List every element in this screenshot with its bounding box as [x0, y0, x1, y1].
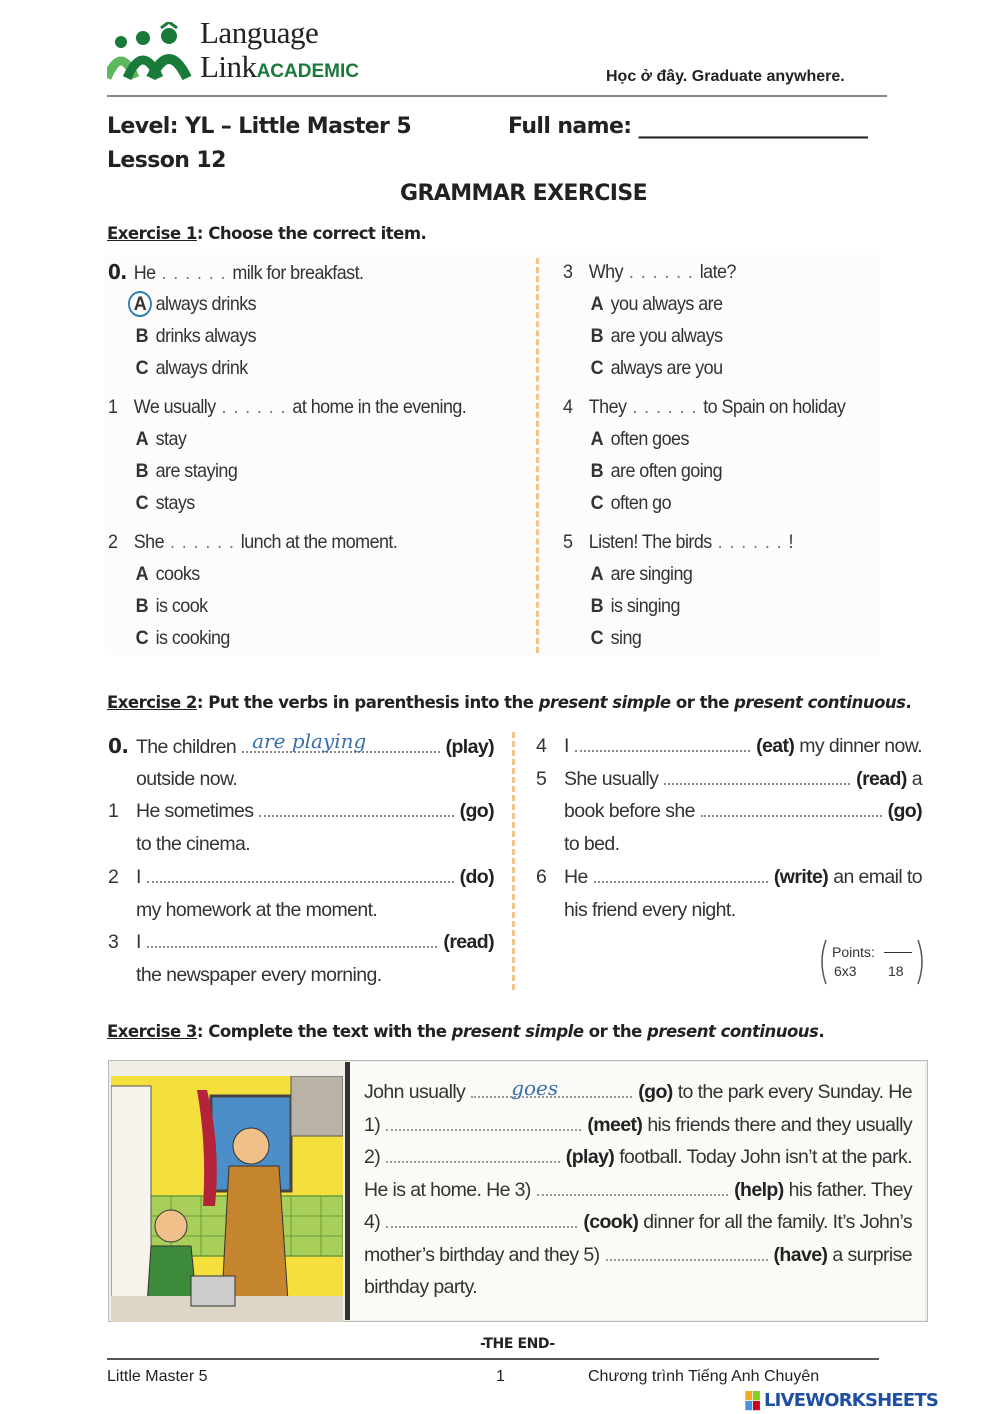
exercise3-line [364, 1239, 912, 1272]
item-text: I [136, 931, 141, 954]
stem-text: He [133, 262, 156, 284]
option-text: is cook [155, 595, 208, 617]
item-text: my dinner now. [799, 735, 922, 757]
option-letter[interactable]: B [590, 325, 603, 347]
stem-text: They [588, 396, 627, 418]
question-stem [108, 391, 466, 423]
answer-blank[interactable] [664, 763, 850, 785]
instruction-text: : Complete the text with the [196, 1022, 452, 1041]
paren-right [916, 938, 926, 986]
question-number: 3 [563, 261, 573, 283]
slogan: Học ở đây. Graduate anywhere. [606, 68, 845, 85]
question-stem [563, 391, 845, 423]
item-text: the newspaper every morning. [136, 963, 382, 986]
item-number: 0. [108, 734, 129, 758]
item-text: his friend every night. [564, 898, 736, 921]
stem-text: to Spain on holiday [703, 396, 846, 418]
exercise3-text [345, 1062, 925, 1320]
option-text: always drinks [155, 293, 257, 315]
option-letter[interactable]: C [590, 627, 603, 649]
line-text: a surprise [832, 1243, 912, 1266]
option-letter[interactable]: A [590, 563, 603, 585]
question-stem [108, 526, 397, 558]
answer-blank[interactable] [471, 1078, 632, 1098]
footer-left: Little Master 5 [107, 1368, 208, 1385]
exercise2-line [536, 861, 922, 894]
option-b[interactable] [128, 455, 237, 487]
answer-blank[interactable] [537, 1176, 728, 1196]
question-stem [563, 256, 736, 288]
page-number: 1 [496, 1368, 505, 1385]
exercise2-line [108, 763, 494, 796]
item-text: a [911, 767, 922, 790]
line-text: football. Today John isn’t at the park. [619, 1146, 912, 1168]
answer-blank[interactable]: . . . . . . [622, 261, 700, 283]
tense2: present continuous [647, 1022, 819, 1041]
option-text: stays [155, 492, 195, 514]
instruction-text: . [905, 693, 912, 712]
exercise1-divider [536, 258, 539, 653]
option-text: are staying [155, 460, 238, 482]
exercise3-line [364, 1076, 912, 1109]
exercise2-divider [512, 732, 515, 990]
line-text: his father. They [788, 1178, 912, 1201]
item-text: She usually [564, 767, 659, 790]
option-text: you always are [610, 293, 723, 315]
answer-blank[interactable] [147, 926, 438, 948]
item-number: 5 [536, 767, 547, 790]
option-letter[interactable]: C [590, 357, 603, 379]
verb-hint: (have) [773, 1243, 828, 1266]
item-number: 6 [536, 865, 547, 888]
item-text: book before she [564, 800, 695, 823]
item-number: 4 [536, 735, 547, 757]
option-letter[interactable]: B [135, 595, 148, 617]
option-text: drinks always [155, 325, 257, 347]
option-letter[interactable]: B [135, 325, 148, 347]
answer-blank[interactable]: . . . . . . [155, 262, 233, 284]
item-text: to bed. [564, 833, 620, 856]
option-b[interactable] [583, 590, 680, 622]
exercise2-line [536, 795, 922, 828]
logo-line2: Link [200, 49, 257, 84]
option-text: is singing [610, 595, 680, 617]
verb-hint: (do) [459, 865, 494, 888]
answer-blank[interactable] [386, 1143, 560, 1163]
option-c[interactable] [583, 352, 723, 384]
answer-blank[interactable] [242, 731, 439, 753]
exercise3-line [364, 1206, 912, 1239]
question-number: 2 [108, 531, 118, 553]
option-a[interactable] [128, 423, 186, 455]
watermark-text: LIVEWORKSHEETS [764, 1390, 939, 1411]
item-text: my homework at the moment. [136, 898, 378, 921]
item-text: to the cinema. [136, 833, 251, 856]
stem-text: We usually [133, 396, 216, 418]
option-c[interactable] [128, 622, 230, 654]
exercise3-line [364, 1271, 912, 1304]
verb-hint: (help) [734, 1178, 784, 1201]
item-text: He sometimes [136, 800, 254, 823]
exercise1-heading [107, 224, 426, 243]
full-name-field[interactable]: Full name: ______________________ [508, 114, 868, 139]
answer-blank[interactable] [386, 1111, 581, 1131]
line-text: his friends there and they usually [647, 1113, 912, 1136]
verb-hint: (play) [565, 1146, 615, 1168]
option-letter[interactable]: A [135, 563, 148, 585]
option-text: are often going [610, 460, 723, 482]
option-letter[interactable]: C [135, 492, 148, 514]
line-text: mother’s birthday and they 5) [364, 1243, 600, 1266]
line-text: 1) [364, 1113, 381, 1136]
item-number: 1 [108, 800, 119, 823]
exercise2-line [108, 894, 494, 927]
points-label: Points: [832, 944, 875, 960]
tense1: present simple [538, 693, 671, 712]
exercise2-line [108, 828, 494, 861]
points-box [818, 938, 926, 986]
option-letter[interactable]: C [135, 627, 148, 649]
verb-hint: (go) [887, 800, 922, 823]
logo-wordmark [200, 16, 359, 89]
option-text: is cooking [155, 627, 230, 649]
verb-hint: (meet) [587, 1113, 643, 1136]
exercise1-instruction: : Choose the correct item. [196, 224, 427, 243]
option-text: are singing [610, 563, 693, 585]
verb-hint: (play) [445, 736, 494, 758]
option-text: cooks [155, 563, 200, 585]
option-c[interactable] [583, 622, 641, 654]
option-letter[interactable]: A [590, 293, 603, 315]
instruction-text: or the [583, 1022, 648, 1041]
line-text: to the park every Sunday. He [677, 1081, 912, 1103]
option-text: always drink [155, 357, 248, 379]
exercise3-line [364, 1141, 912, 1174]
item-text: an email to [833, 865, 922, 888]
question-number: 1 [108, 396, 118, 418]
exercise3-line [364, 1109, 912, 1142]
page-title: GRAMMAR EXERCISE [400, 181, 647, 206]
instruction-text: : Put the verbs in parenthesis into the [196, 693, 539, 712]
exercise2-line [108, 861, 494, 894]
line-text: John usually [364, 1081, 466, 1103]
option-letter[interactable]: B [590, 595, 603, 617]
answer-blank[interactable] [594, 861, 768, 883]
question-number: 4 [563, 396, 573, 418]
item-text: I [564, 735, 569, 757]
line-text: 4) [364, 1211, 381, 1233]
instruction-text: or the [670, 693, 735, 712]
option-letter[interactable]: A [135, 428, 148, 450]
item-text: The children [136, 736, 237, 758]
tense2: present continuous [734, 693, 906, 712]
option-a[interactable] [583, 423, 689, 455]
option-letter[interactable]: C [590, 492, 603, 514]
liveworksheets-icon [745, 1391, 761, 1411]
answer-blank[interactable] [606, 1241, 768, 1261]
footer-right: Chương trình Tiếng Anh Chuyên [588, 1368, 820, 1385]
option-text: sing [610, 627, 642, 649]
stem-text: ! [788, 531, 793, 553]
question-stem [108, 256, 363, 288]
instruction-text: . [818, 1022, 825, 1041]
option-text: are you always [610, 325, 723, 347]
points-calc: 6x3 [834, 963, 857, 979]
line-text: He is at home. He 3) [364, 1178, 531, 1201]
option-letter[interactable]: A [590, 428, 603, 450]
exercise2-label: Exercise 2 [107, 693, 197, 712]
option-letter[interactable]: A [128, 291, 152, 317]
stem-text: Why [588, 261, 623, 283]
verb-hint: (cook) [583, 1211, 639, 1233]
handwritten-answer: are playing [252, 729, 367, 753]
the-end: -THE END- [480, 1336, 555, 1352]
option-c[interactable] [128, 487, 195, 519]
option-b[interactable] [128, 320, 256, 352]
answer-blank[interactable] [701, 795, 882, 817]
stem-text: Listen! The birds [588, 531, 712, 553]
option-letter[interactable]: B [135, 460, 148, 482]
verb-hint: (write) [773, 865, 829, 888]
paren-left [818, 938, 828, 986]
exercise2-line [108, 926, 494, 959]
line-text: birthday party. [364, 1276, 478, 1298]
answer-blank[interactable]: . . . . . . [711, 531, 789, 553]
exercise2-line [536, 894, 922, 927]
answer-blank[interactable] [259, 795, 453, 817]
exercise2-heading [107, 693, 911, 712]
stem-text: lunch at the moment. [240, 531, 398, 553]
option-a[interactable] [128, 288, 256, 320]
option-a[interactable] [583, 288, 723, 320]
question-stem [563, 526, 793, 558]
item-number: 2 [108, 865, 119, 888]
exercise3-label: Exercise 3 [107, 1022, 197, 1041]
kitchen-illustration [111, 1076, 343, 1322]
answer-blank[interactable] [147, 861, 454, 883]
exercise2-line [108, 959, 494, 992]
option-b[interactable] [128, 590, 208, 622]
item-number: 3 [108, 931, 119, 954]
exercise3-heading [107, 1022, 824, 1041]
logo-line1: Language [200, 15, 319, 50]
tense1: present simple [451, 1022, 584, 1041]
option-b[interactable] [583, 320, 723, 352]
stem-text: She [133, 531, 165, 553]
header-divider [107, 95, 887, 97]
option-text: often goes [610, 428, 689, 450]
question-number: 0. [108, 260, 127, 284]
footer-divider [107, 1358, 879, 1360]
exercise2-line [108, 795, 494, 828]
option-text: often go [610, 492, 672, 514]
option-letter[interactable]: B [590, 460, 603, 482]
option-letter[interactable]: C [135, 357, 148, 379]
answer-blank[interactable]: . . . . . . [164, 531, 241, 553]
verb-hint: (go) [638, 1081, 673, 1103]
lesson-label: Lesson 12 [107, 148, 226, 173]
logo-academic: ACADEMIC [256, 61, 359, 82]
exercise1-label: Exercise 1 [107, 224, 197, 243]
option-c[interactable] [583, 487, 671, 519]
option-text: stay [155, 428, 187, 450]
item-text: outside now. [136, 767, 238, 790]
line-text: dinner for all the family. It’s John’s [643, 1211, 912, 1233]
exercise2-line [536, 828, 922, 861]
item-text: I [136, 865, 141, 888]
item-text: He [564, 865, 588, 888]
exercise2-line [536, 763, 922, 796]
option-a[interactable] [128, 558, 200, 590]
stem-text: at home in the evening. [292, 396, 467, 418]
question-number: 5 [563, 531, 573, 553]
liveworksheets-watermark [745, 1389, 938, 1413]
option-b[interactable] [583, 455, 722, 487]
answer-blank[interactable] [386, 1208, 577, 1228]
stem-text: milk for breakfast. [232, 262, 364, 284]
answer-blank[interactable] [575, 730, 750, 752]
level-label: Level: YL – Little Master 5 [107, 114, 412, 139]
exercise2-line [536, 730, 922, 763]
points-total: 18 [888, 963, 904, 979]
answer-blank[interactable]: . . . . . . [626, 396, 704, 418]
answer-blank[interactable]: . . . . . . [215, 396, 293, 418]
option-c[interactable] [128, 352, 248, 384]
line-text: 2) [364, 1146, 381, 1168]
verb-hint: (read) [443, 931, 494, 954]
exercise2-line [108, 730, 494, 763]
verb-hint: (eat) [756, 735, 795, 757]
option-a[interactable] [583, 558, 692, 590]
verb-hint: (go) [459, 800, 494, 823]
fraction-bar [884, 952, 912, 953]
exercise3-line [364, 1174, 912, 1207]
handwritten-answer: goes [511, 1076, 559, 1100]
verb-hint: (read) [856, 767, 907, 790]
stem-text: late? [699, 261, 736, 283]
option-text: always are you [610, 357, 723, 379]
